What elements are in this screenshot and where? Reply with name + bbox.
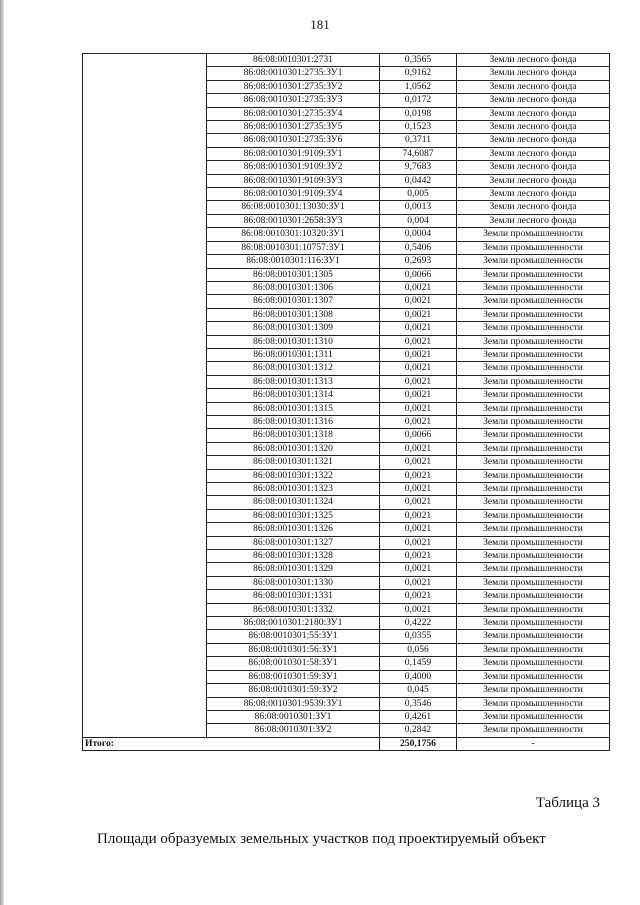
cadastral-number-cell: 86:08:0010301:1326: [207, 523, 380, 536]
land-category-cell: Земли промышленности: [457, 308, 610, 321]
land-category-cell: Земли промышленности: [457, 241, 610, 254]
land-category-cell: Земли промышленности: [457, 630, 610, 643]
area-cell: 0,0172: [380, 94, 457, 107]
area-cell: 0,004: [380, 214, 457, 227]
cadastral-number-cell: 86:08:0010301:9109:ЗУ3: [207, 174, 380, 187]
cadastral-number-cell: 86:08:0010301:ЗУ2: [207, 724, 380, 737]
cadastral-number-cell: 86:08:0010301:1324: [207, 496, 380, 509]
cadastral-number-cell: 86:08:0010301:10320:ЗУ1: [207, 228, 380, 241]
area-cell: 0,1523: [380, 121, 457, 134]
cadastral-number-cell: 86:08:0010301:9109:ЗУ4: [207, 188, 380, 201]
cadastral-number-cell: 86:08:0010301:2731: [207, 54, 380, 67]
land-category-cell: Земли промышленности: [457, 375, 610, 388]
land-category-cell: Земли лесного фонда: [457, 107, 610, 120]
land-category-cell: Земли лесного фонда: [457, 161, 610, 174]
total-category: -: [457, 737, 610, 750]
area-cell: 0,0021: [380, 496, 457, 509]
land-category-cell: Земли промышленности: [457, 550, 610, 563]
cadastral-number-cell: 86:08:0010301:116:ЗУ1: [207, 255, 380, 268]
area-cell: 1,0562: [380, 80, 457, 93]
area-cell: 0,0198: [380, 107, 457, 120]
area-cell: 0,4261: [380, 710, 457, 723]
area-cell: 0,1459: [380, 657, 457, 670]
cadastral-number-cell: 86:08:0010301:1320: [207, 442, 380, 455]
land-category-cell: Земли промышленности: [457, 335, 610, 348]
area-cell: 0,9162: [380, 67, 457, 80]
area-cell: 0,0021: [380, 402, 457, 415]
cadastral-number-cell: 86:08:0010301:1328: [207, 550, 380, 563]
land-category-cell: Земли промышленности: [457, 563, 610, 576]
area-cell: 0,2842: [380, 724, 457, 737]
total-area: 250,1756: [380, 737, 457, 750]
land-category-cell: Земли промышленности: [457, 483, 610, 496]
area-cell: 0,045: [380, 684, 457, 697]
cadastral-number-cell: 86:08:0010301:1321: [207, 456, 380, 469]
land-category-cell: Земли лесного фонда: [457, 201, 610, 214]
area-cell: 0,3546: [380, 697, 457, 710]
cadastral-number-cell: 86:08:0010301:2735:ЗУ6: [207, 134, 380, 147]
cadastral-number-cell: 86:08:0010301:1306: [207, 281, 380, 294]
cadastral-number-cell: 86:08:0010301:9539:ЗУ1: [207, 697, 380, 710]
area-cell: 0,0021: [380, 590, 457, 603]
area-cell: 0,0021: [380, 456, 457, 469]
cadastral-number-cell: 86:08:0010301:1310: [207, 335, 380, 348]
area-cell: 0,0021: [380, 415, 457, 428]
land-category-cell: Земли промышленности: [457, 255, 610, 268]
cadastral-number-cell: 86:08:0010301:2658:ЗУ3: [207, 214, 380, 227]
scan-edge: [0, 0, 4, 905]
area-cell: 0,0021: [380, 389, 457, 402]
cadastral-number-cell: 86:08:0010301:1305: [207, 268, 380, 281]
land-category-cell: Земли лесного фонда: [457, 147, 610, 160]
cadastral-number-cell: 86:08:0010301:1311: [207, 348, 380, 361]
land-category-cell: Земли промышленности: [457, 295, 610, 308]
area-cell: 74,6087: [380, 147, 457, 160]
land-category-cell: Земли промышленности: [457, 362, 610, 375]
land-category-cell: Земли лесного фонда: [457, 174, 610, 187]
cadastral-number-cell: 86:08:0010301:1312: [207, 362, 380, 375]
area-cell: 0,0021: [380, 375, 457, 388]
area-cell: 0,3565: [380, 54, 457, 67]
area-cell: 0,0021: [380, 483, 457, 496]
area-cell: 9,7683: [380, 161, 457, 174]
land-category-cell: Земли лесного фонда: [457, 54, 610, 67]
land-category-cell: Земли промышленности: [457, 281, 610, 294]
cadastral-number-cell: 86:08:0010301:1307: [207, 295, 380, 308]
area-cell: 0,0021: [380, 509, 457, 522]
area-cell: 0,0021: [380, 335, 457, 348]
area-cell: 0,0021: [380, 469, 457, 482]
area-cell: 0,0004: [380, 228, 457, 241]
cadastral-number-cell: 86:08:0010301:2735:ЗУ3: [207, 94, 380, 107]
land-category-cell: Земли лесного фонда: [457, 134, 610, 147]
land-category-cell: Земли промышленности: [457, 322, 610, 335]
page-number: 181: [310, 17, 330, 32]
land-category-cell: Земли лесного фонда: [457, 121, 610, 134]
cadastral-number-cell: 86:08:0010301:58:ЗУ1: [207, 657, 380, 670]
area-cell: 0,0066: [380, 429, 457, 442]
land-category-cell: Земли промышленности: [457, 469, 610, 482]
land-category-cell: Земли лесного фонда: [457, 67, 610, 80]
land-category-cell: Земли промышленности: [457, 496, 610, 509]
land-category-cell: Земли промышленности: [457, 710, 610, 723]
table-row: [83, 54, 610, 67]
cadastral-number-cell: 86:08:0010301:59:ЗУ2: [207, 684, 380, 697]
area-cell: 0,056: [380, 643, 457, 656]
land-category-cell: Земли промышленности: [457, 429, 610, 442]
land-category-cell: Земли промышленности: [457, 603, 610, 616]
area-cell: 0,0013: [380, 201, 457, 214]
cadastral-number-cell: 86:08:0010301:2180:ЗУ1: [207, 617, 380, 630]
area-cell: 0,3711: [380, 134, 457, 147]
land-category-cell: Земли лесного фонда: [457, 188, 610, 201]
area-cell: 0,0066: [380, 268, 457, 281]
area-cell: 0,0442: [380, 174, 457, 187]
land-category-cell: Земли лесного фонда: [457, 80, 610, 93]
land-category-cell: Земли промышленности: [457, 536, 610, 549]
land-category-cell: Земли промышленности: [457, 348, 610, 361]
area-cell: 0,0021: [380, 576, 457, 589]
table-number-label: Таблица 3: [535, 795, 600, 811]
cadastral-number-cell: 86:08:0010301:1323: [207, 483, 380, 496]
land-category-cell: Земли промышленности: [457, 657, 610, 670]
cadastral-number-cell: 86:08:0010301:2735:ЗУ2: [207, 80, 380, 93]
cadastral-number-cell: 86:08:0010301:1318: [207, 429, 380, 442]
area-cell: 0,0021: [380, 308, 457, 321]
land-category-cell: Земли промышленности: [457, 402, 610, 415]
cadastral-number-cell: 86:08:0010301:2735:ЗУ1: [207, 67, 380, 80]
area-cell: 0,0021: [380, 536, 457, 549]
area-cell: 0,0355: [380, 630, 457, 643]
area-cell: 0,0021: [380, 550, 457, 563]
cadastral-number-cell: 86:08:0010301:1327: [207, 536, 380, 549]
cadastral-number-cell: 86:08:0010301:9109:ЗУ2: [207, 161, 380, 174]
cadastral-number-cell: 86:08:0010301:ЗУ1: [207, 710, 380, 723]
land-category-cell: Земли промышленности: [457, 415, 610, 428]
cadastral-number-cell: 86:08:0010301:2735:ЗУ4: [207, 107, 380, 120]
land-category-cell: Земли лесного фонда: [457, 94, 610, 107]
land-category-cell: Земли промышленности: [457, 268, 610, 281]
land-category-cell: Земли промышленности: [457, 442, 610, 455]
area-cell: 0,0021: [380, 563, 457, 576]
land-category-cell: Земли лесного фонда: [457, 214, 610, 227]
area-cell: 0,005: [380, 188, 457, 201]
cadastral-number-cell: 86:08:0010301:1330: [207, 576, 380, 589]
area-cell: 0,2693: [380, 255, 457, 268]
cadastral-number-cell: 86:08:0010301:9109:ЗУ1: [207, 147, 380, 160]
area-cell: 0,0021: [380, 295, 457, 308]
land-category-cell: Земли промышленности: [457, 389, 610, 402]
total-label: Итого:: [83, 737, 380, 750]
cadastral-number-cell: 86:08:0010301:1316: [207, 415, 380, 428]
cadastral-number-cell: 86:08:0010301:1331: [207, 590, 380, 603]
area-cell: 0,0021: [380, 603, 457, 616]
table-caption: Площади образуемых земельных участков под проектируемый объект: [97, 831, 546, 847]
land-category-cell: Земли промышленности: [457, 670, 610, 683]
cadastral-number-cell: 86:08:0010301:1309: [207, 322, 380, 335]
land-category-cell: Земли промышленности: [457, 509, 610, 522]
land-plots-table: [82, 53, 610, 751]
total-row: [83, 737, 610, 750]
area-cell: 0,0021: [380, 362, 457, 375]
cadastral-number-cell: 86:08:0010301:1325: [207, 509, 380, 522]
cadastral-number-cell: 86:08:0010301:1322: [207, 469, 380, 482]
cadastral-number-cell: 86:08:0010301:1313: [207, 375, 380, 388]
cadastral-number-cell: 86:08:0010301:1315: [207, 402, 380, 415]
group-cell: [83, 54, 207, 738]
area-cell: 0,5406: [380, 241, 457, 254]
land-category-cell: Земли промышленности: [457, 456, 610, 469]
land-category-cell: Земли промышленности: [457, 724, 610, 737]
area-cell: 0,4222: [380, 617, 457, 630]
cadastral-number-cell: 86:08:0010301:13030:ЗУ1: [207, 201, 380, 214]
land-category-cell: Земли промышленности: [457, 590, 610, 603]
cadastral-number-cell: 86:08:0010301:1332: [207, 603, 380, 616]
table-body: [83, 54, 610, 738]
land-category-cell: Земли промышленности: [457, 523, 610, 536]
cadastral-number-cell: 86:08:0010301:1329: [207, 563, 380, 576]
cadastral-number-cell: 86:08:0010301:10757:ЗУ1: [207, 241, 380, 254]
cadastral-number-cell: 86:08:0010301:1314: [207, 389, 380, 402]
area-cell: 0,0021: [380, 322, 457, 335]
cadastral-number-cell: 86:08:0010301:56:ЗУ1: [207, 643, 380, 656]
cadastral-number-cell: 86:08:0010301:59:ЗУ1: [207, 670, 380, 683]
land-category-cell: Земли промышленности: [457, 697, 610, 710]
land-category-cell: Земли промышленности: [457, 228, 610, 241]
area-cell: 0,0021: [380, 281, 457, 294]
land-category-cell: Земли промышленности: [457, 617, 610, 630]
cadastral-number-cell: 86:08:0010301:55:ЗУ1: [207, 630, 380, 643]
land-category-cell: Земли промышленности: [457, 684, 610, 697]
cadastral-number-cell: 86:08:0010301:2735:ЗУ5: [207, 121, 380, 134]
area-cell: 0,0021: [380, 523, 457, 536]
land-category-cell: Земли промышленности: [457, 643, 610, 656]
cadastral-number-cell: 86:08:0010301:1308: [207, 308, 380, 321]
area-cell: 0,0021: [380, 348, 457, 361]
area-cell: 0,4000: [380, 670, 457, 683]
area-cell: 0,0021: [380, 442, 457, 455]
land-category-cell: Земли промышленности: [457, 576, 610, 589]
